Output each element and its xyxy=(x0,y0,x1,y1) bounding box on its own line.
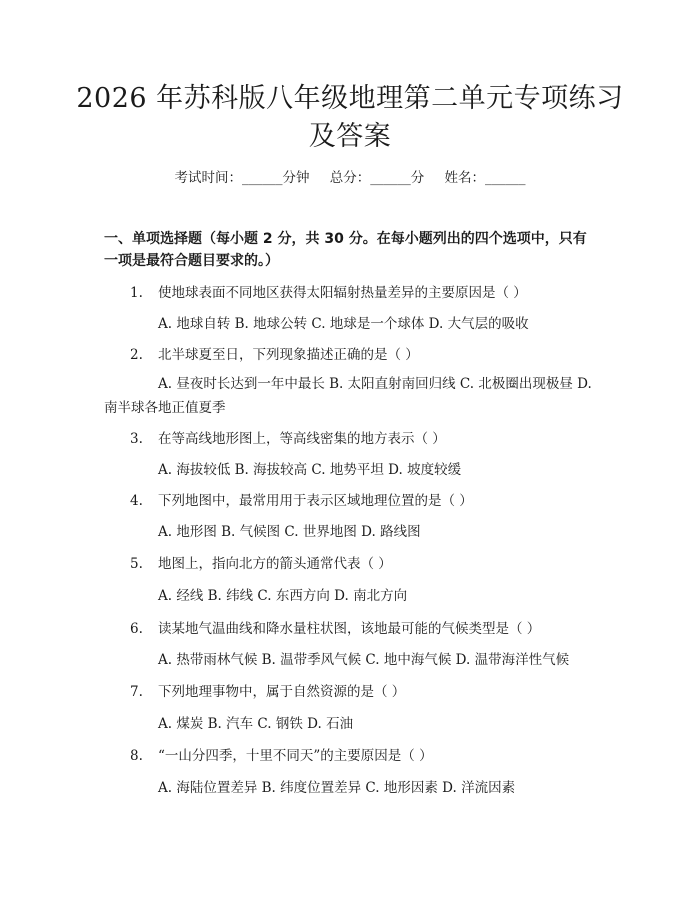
question-text: 北半球夏至日，下列现象描述正确的是（ ） xyxy=(158,347,419,363)
question-number: 2. xyxy=(130,347,143,363)
question-5-options xyxy=(104,584,596,608)
question-2 xyxy=(104,344,596,366)
options-text: A. 海陆位置差异 B. 纬度位置差异 C. 地形因素 D. 洋流因素 xyxy=(158,780,516,796)
options-text: A. 地球自转 B. 地球公转 C. 地球是一个球体 D. 大气层的吸收 xyxy=(158,316,529,332)
document-title xyxy=(60,80,640,156)
question-text: 读某地气温曲线和降水量柱状图，该地最可能的气候类型是（ ） xyxy=(158,621,541,637)
question-number: 1. xyxy=(130,285,143,301)
question-text: 地图上，指向北方的箭头通常代表（ ） xyxy=(158,556,392,572)
question-4-options xyxy=(104,520,596,544)
question-text: 使地球表面不同地区获得太阳辐射热量差异的主要原因是（ ） xyxy=(158,285,527,301)
question-7 xyxy=(104,681,596,703)
exam-time: 考试时间：______分钟 xyxy=(174,170,310,186)
question-1-options xyxy=(104,312,596,336)
question-number: 4. xyxy=(130,493,143,509)
question-8 xyxy=(104,745,596,767)
question-2-options xyxy=(104,372,596,420)
options-text: A. 地形图 B. 气候图 C. 世界地图 D. 路线图 xyxy=(158,524,421,540)
options-text: A. 煤炭 B. 汽车 C. 钢铁 D. 石油 xyxy=(158,716,354,732)
options-text: A. 海拔较低 B. 海拔较高 C. 地势平坦 D. 坡度较缓 xyxy=(158,462,462,478)
options-text: A. 昼夜时长达到一年中最长 B. 太阳直射南回归线 C. 北极圈出现极昼 D. 南半球各地正值夏季 xyxy=(104,376,592,416)
question-number: 3. xyxy=(130,431,143,447)
question-8-options xyxy=(104,776,596,800)
title-line-1: 2026 年苏科版八年级地理第二单元专项练习 xyxy=(76,83,624,114)
options-text: A. 热带雨林气候 B. 温带季风气候 C. 地中海气候 D. 温带海洋性气候 xyxy=(158,652,570,668)
question-7-options xyxy=(104,712,596,736)
question-3 xyxy=(104,428,596,450)
student-name: 姓名：______ xyxy=(444,170,526,186)
question-text: “一山分四季，十里不同天”的主要原因是（ ） xyxy=(158,748,433,764)
question-number: 6. xyxy=(130,621,143,637)
options-text: A. 经线 B. 纬线 C. 东西方向 D. 南北方向 xyxy=(158,588,408,604)
question-text: 在等高线地形图上，等高线密集的地方表示（ ） xyxy=(158,431,446,447)
question-6 xyxy=(104,618,596,640)
question-3-options xyxy=(104,458,596,482)
question-number: 7. xyxy=(130,684,143,700)
question-1 xyxy=(104,282,596,304)
question-number: 5. xyxy=(130,556,143,572)
question-text: 下列地图中，最常用用于表示区域地理位置的是（ ） xyxy=(158,493,473,509)
question-text: 下列地理事物中，属于自然资源的是（ ） xyxy=(158,684,406,700)
title-line-2: 及答案 xyxy=(308,121,392,152)
section-heading: 一、单项选择题（每小题 2 分，共 30 分。在每小题列出的四个选项中，只有一项是最符合题目要求的。） xyxy=(104,231,587,269)
question-4 xyxy=(104,490,596,512)
question-number: 8. xyxy=(130,748,143,764)
exam-meta xyxy=(0,168,700,188)
question-5 xyxy=(104,553,596,575)
total-score: 总分：______分 xyxy=(329,170,425,186)
question-6-options xyxy=(104,648,596,672)
